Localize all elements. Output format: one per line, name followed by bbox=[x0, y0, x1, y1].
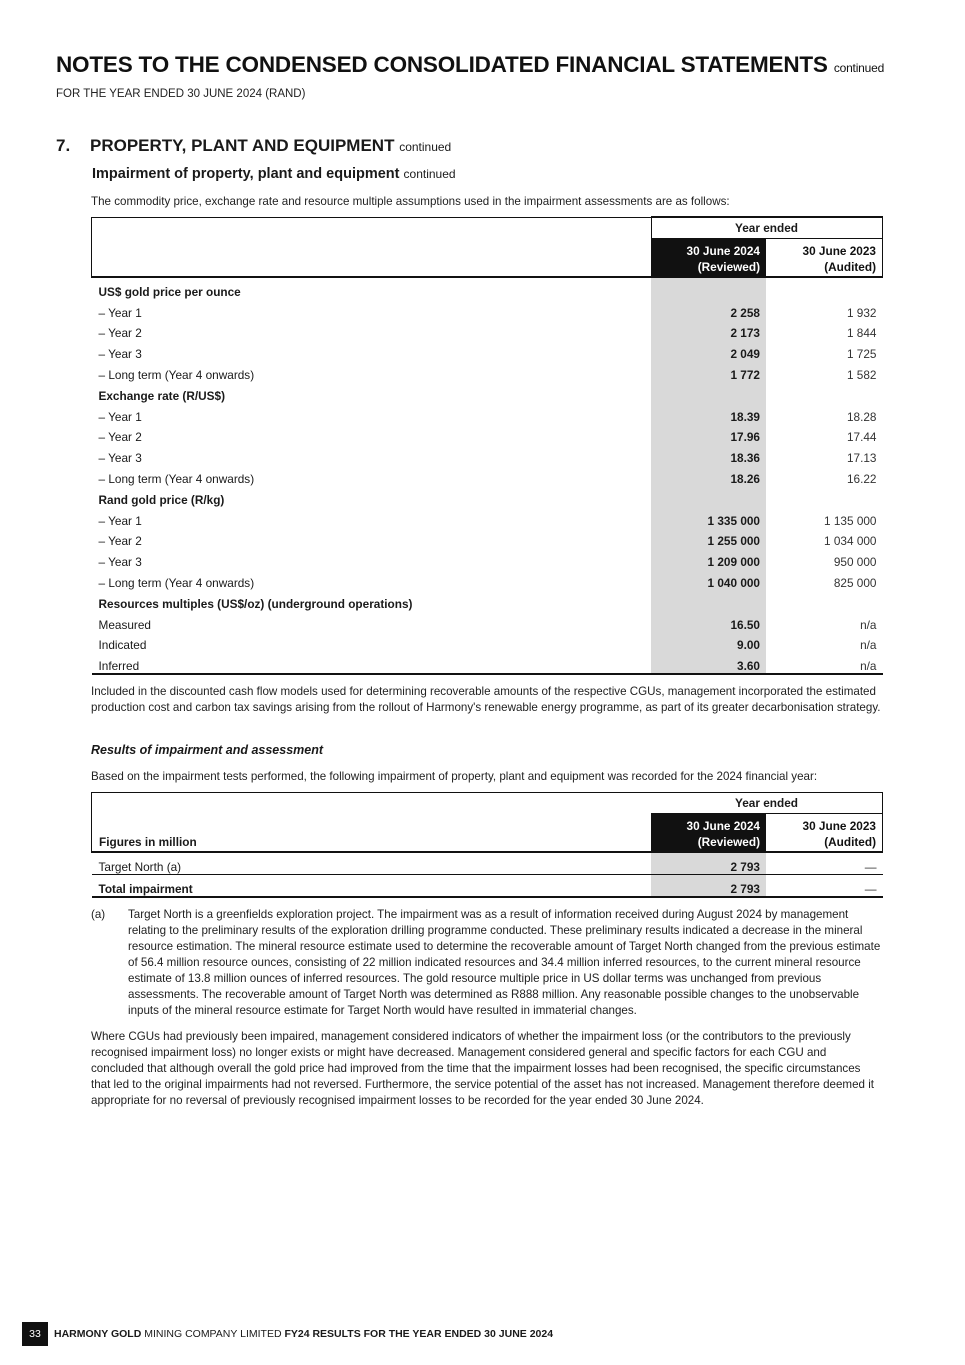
value-2023: 18.28 bbox=[846, 409, 877, 424]
value-2023: 17.44 bbox=[846, 430, 877, 445]
value-2024: 1 772 bbox=[651, 361, 766, 382]
table2-row-2024: 2 793 bbox=[651, 852, 766, 874]
table2-col-2024-line1: 30 June 2024 bbox=[686, 819, 760, 833]
total-2024: 2 793 bbox=[651, 874, 766, 896]
row-label: – Long term (Year 4 onwards) bbox=[98, 575, 255, 590]
row-label: Rand gold price (R/kg) bbox=[98, 492, 225, 507]
row-label: – Long term (Year 4 onwards) bbox=[98, 367, 255, 382]
section-title: PROPERTY, PLANT AND EQUIPMENT bbox=[90, 136, 395, 155]
value-2023: 1 844 bbox=[846, 326, 877, 341]
value-2023: 1 135 000 bbox=[824, 513, 877, 528]
table1-col-2023 bbox=[766, 239, 883, 278]
section-title-suffix: continued bbox=[399, 140, 452, 154]
table-row bbox=[92, 382, 883, 403]
table2-year-ended: Year ended bbox=[651, 793, 883, 814]
table1-year-ended: Year ended bbox=[651, 218, 883, 239]
table-row bbox=[92, 611, 883, 632]
table-row bbox=[92, 361, 883, 382]
page-title-text: NOTES TO THE CONDENSED CONSOLIDATED FINANCIAL STATEMENTS bbox=[56, 52, 828, 77]
row-label: – Year 3 bbox=[98, 347, 142, 362]
table-row bbox=[92, 852, 883, 874]
value-2024 bbox=[651, 590, 766, 611]
row-label: – Year 1 bbox=[98, 513, 142, 528]
value-2023: 1 034 000 bbox=[824, 534, 877, 549]
table-row bbox=[92, 424, 883, 445]
value-2023 bbox=[766, 382, 883, 403]
table-row bbox=[92, 652, 883, 674]
value-2023: 1 932 bbox=[846, 305, 877, 320]
page-number: 33 bbox=[22, 1322, 48, 1346]
footnote-a bbox=[91, 907, 881, 1019]
value-2023: 825 000 bbox=[833, 575, 877, 590]
reporting-period: FOR THE YEAR ENDED 30 JUNE 2024 (RAND) bbox=[56, 88, 306, 100]
row-label: – Year 2 bbox=[98, 430, 142, 445]
page-title-suffix: continued bbox=[833, 61, 885, 75]
value-2024: 1 255 000 bbox=[651, 528, 766, 549]
value-2023 bbox=[766, 277, 883, 299]
table-row bbox=[92, 486, 883, 507]
value-2024: 1 209 000 bbox=[651, 548, 766, 569]
table2-col-2023-line1: 30 June 2023 bbox=[802, 819, 876, 833]
row-label: – Year 3 bbox=[98, 451, 142, 466]
table-row bbox=[92, 465, 883, 486]
table2-row-2023: — bbox=[864, 859, 877, 874]
value-2024: 18.26 bbox=[651, 465, 766, 486]
value-2023: n/a bbox=[860, 638, 877, 653]
table-row bbox=[92, 299, 883, 320]
total-row bbox=[92, 874, 883, 896]
value-2023 bbox=[766, 486, 883, 507]
row-label: Inferred bbox=[92, 652, 652, 674]
value-2024: 16.50 bbox=[651, 611, 766, 632]
row-label: – Year 2 bbox=[98, 326, 142, 341]
reversal-paragraph: Where CGUs had previously been impaired, management considered indicators of whether the impairment loss (or the contributors to the previously recognised impairment loss) no longer exists or might have decreased. Management considered general and specific factors for each CGU and concluded that although overall the gold price had improved from the time that the impairment losses had been recognised, the specific circumstances that led to the original impairments had not reversed. Furthermore, the service potential of the asset has not increased. Management therefore deemed it appropriate for no reversal of previously recognised impairment losses to be recorded for the year ended 30 June 2024. bbox=[91, 1030, 875, 1107]
value-2024: 2 173 bbox=[651, 320, 766, 341]
value-2023: n/a bbox=[860, 617, 877, 632]
value-2024: 3.60 bbox=[651, 652, 766, 674]
table1-col-2024-line2: (Reviewed) bbox=[697, 260, 760, 274]
value-2024 bbox=[651, 486, 766, 507]
table-row bbox=[92, 569, 883, 590]
value-2023: n/a bbox=[766, 652, 883, 674]
table1-col-2023-line2: (Audited) bbox=[824, 260, 876, 274]
assumptions-table bbox=[91, 217, 883, 675]
table2-col-2024 bbox=[651, 814, 766, 853]
row-label: US$ gold price per ounce bbox=[98, 284, 241, 299]
page-footer bbox=[22, 1322, 553, 1346]
value-2024 bbox=[651, 382, 766, 403]
table2-col-2023-line2: (Audited) bbox=[824, 835, 876, 849]
table2-row-header: Figures in million bbox=[92, 814, 652, 853]
footer-report: FY24 RESULTS FOR THE YEAR ENDED 30 JUNE 2024 bbox=[284, 1328, 554, 1340]
subsection-title-suffix: continued bbox=[403, 167, 456, 181]
table-row bbox=[92, 590, 883, 611]
table1-col-2023-line1: 30 June 2023 bbox=[802, 244, 876, 258]
row-label: – Year 1 bbox=[98, 409, 142, 424]
table-row bbox=[92, 548, 883, 569]
table-row bbox=[92, 528, 883, 549]
results-heading: Results of impairment and assessment bbox=[91, 743, 324, 757]
value-2024: 1 335 000 bbox=[651, 507, 766, 528]
results-intro: Based on the impairment tests performed, the following impairment of property, plant and equipment was recorded for the 2024 financial year: bbox=[91, 770, 818, 783]
value-2024: 18.39 bbox=[651, 403, 766, 424]
row-label: Resources multiples (US$/oz) (underground operations) bbox=[98, 596, 413, 611]
table-row bbox=[92, 320, 883, 341]
subsection-title: Impairment of property, plant and equipment bbox=[92, 166, 400, 182]
footnote-text: Target North is a greenfields exploration project. The impairment was as a result of information received during August 2024 by management relating to the preliminary results of the exploration drilling programme conducted. These preliminary results indicated a decrease in the mineral resource estimation. The mineral resource estimate used to determine the recoverable amount of Target North changed from the previous estimate of 56.4 million resource ounces, consisting of 22 million indicated resources and 34.4 million inferred resources, to the current mineral resource estimate of 13.8 million ounces of inferred resources. The gold resource multiple price in US dollar terms was unchanged from previous assessments. The recoverable amount of Target North was determined as R888 million. Any reasonable possible changes to the unobservable inputs of the mineral resource estimate for Target North would have resulted in immaterial changes. bbox=[128, 908, 881, 1017]
value-2024: 9.00 bbox=[651, 632, 766, 653]
table-row bbox=[92, 340, 883, 361]
row-label: – Long term (Year 4 onwards) bbox=[98, 471, 255, 486]
dcf-paragraph: Included in the discounted cash flow models used for determining recoverable amounts of the respective CGUs, management incorporated the estimated production cost and carbon tax savings arising from the rollout of Harmony's renewable energy programme, as part of its greater decarbonisation strategy. bbox=[91, 685, 881, 714]
value-2023: 16.22 bbox=[846, 471, 877, 486]
value-2023: 950 000 bbox=[833, 555, 877, 570]
table2-col-2023 bbox=[766, 814, 883, 853]
table-row bbox=[92, 444, 883, 465]
footer-company-bold: HARMONY GOLD bbox=[54, 1328, 142, 1340]
total-2023: — bbox=[766, 874, 883, 896]
table2-col-2024-line2: (Reviewed) bbox=[697, 835, 760, 849]
footer-company-rest: MINING COMPANY LIMITED bbox=[144, 1328, 282, 1340]
table1-col-2024 bbox=[651, 239, 766, 278]
assumptions-intro: The commodity price, exchange rate and resource multiple assumptions used in the impairment assessments are as follows: bbox=[91, 195, 730, 208]
total-label: Total impairment bbox=[92, 874, 652, 896]
value-2023 bbox=[766, 590, 883, 611]
table1-col-2024-line1: 30 June 2024 bbox=[686, 244, 760, 258]
page-title bbox=[56, 52, 884, 78]
table-row bbox=[92, 403, 883, 424]
row-label: Indicated bbox=[98, 638, 147, 653]
row-label: Exchange rate (R/US$) bbox=[98, 388, 226, 403]
impairment-table bbox=[91, 792, 883, 898]
row-label: Measured bbox=[98, 617, 151, 632]
section-heading bbox=[56, 136, 451, 156]
table-row bbox=[92, 507, 883, 528]
row-label: – Year 1 bbox=[98, 305, 142, 320]
table-row bbox=[92, 277, 883, 299]
value-2024: 2 258 bbox=[651, 299, 766, 320]
value-2024: 18.36 bbox=[651, 444, 766, 465]
value-2023: 1 582 bbox=[846, 367, 877, 382]
row-label: – Year 3 bbox=[98, 555, 142, 570]
value-2024 bbox=[651, 277, 766, 299]
value-2023: 17.13 bbox=[846, 451, 877, 466]
table-row bbox=[92, 632, 883, 653]
section-number: 7. bbox=[56, 136, 71, 155]
table2-row-label: Target North (a) bbox=[98, 859, 182, 874]
row-label: – Year 2 bbox=[98, 534, 142, 549]
value-2023: 1 725 bbox=[846, 347, 877, 362]
subsection-heading bbox=[92, 166, 456, 182]
value-2024: 2 049 bbox=[651, 340, 766, 361]
value-2024: 1 040 000 bbox=[651, 569, 766, 590]
value-2024: 17.96 bbox=[651, 424, 766, 445]
footnote-label: (a) bbox=[91, 908, 106, 921]
